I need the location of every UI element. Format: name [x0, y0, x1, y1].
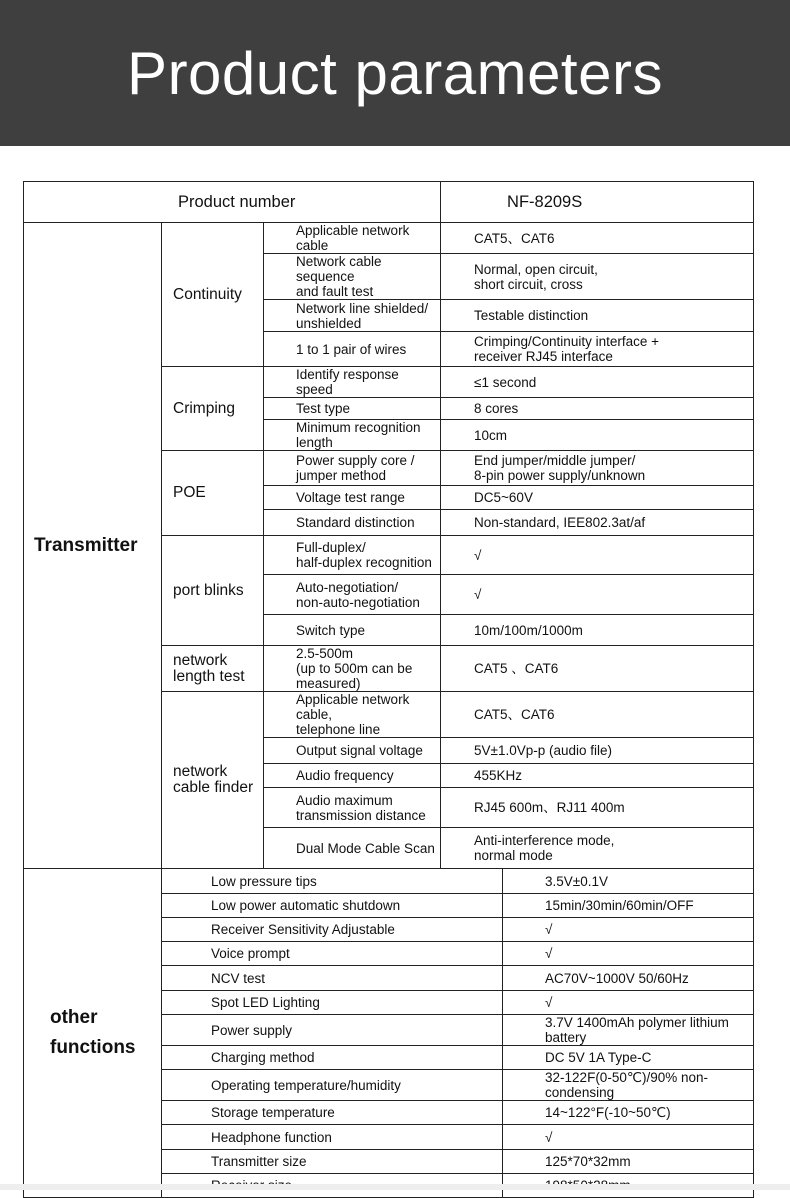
- parameter-name: Network line shielded/ unshielded: [264, 300, 441, 332]
- spec-row: [24, 223, 754, 254]
- parameter-name: Full-duplex/ half-duplex recognition: [264, 536, 441, 575]
- parameter-value: 14~122°F(-10~50℃): [503, 1101, 754, 1125]
- parameter-value: Testable distinction: [441, 300, 754, 332]
- parameter-value: √: [503, 991, 754, 1015]
- parameter-name: Receiver Sensitivity Adjustable: [162, 918, 503, 942]
- parameter-value: Crimping/Continuity interface + receiver RJ45 interface: [441, 332, 754, 367]
- parameter-name: Transmitter size: [162, 1150, 503, 1174]
- subgroup-label: Crimping: [162, 367, 264, 451]
- parameter-name: Power supply: [162, 1015, 503, 1046]
- parameter-name: Spot LED Lighting: [162, 991, 503, 1015]
- parameter-name: Output signal voltage: [264, 738, 441, 764]
- product-number-value: NF-8209S: [441, 182, 754, 223]
- parameter-value: 15min/30min/60min/OFF: [503, 894, 754, 918]
- spec-row: [24, 869, 754, 894]
- parameter-value: √: [503, 918, 754, 942]
- parameter-name: Low power automatic shutdown: [162, 894, 503, 918]
- parameter-value: ≤1 second: [441, 367, 754, 398]
- section-label-transmitter: Transmitter: [24, 223, 162, 869]
- parameter-value: Anti-interference mode, normal mode: [441, 828, 754, 869]
- parameter-value: CAT5、CAT6: [441, 692, 754, 738]
- parameter-name: Switch type: [264, 615, 441, 646]
- parameter-name: Applicable network cable, telephone line: [264, 692, 441, 738]
- parameter-value: 5V±1.0Vp-p (audio file): [441, 738, 754, 764]
- parameter-name: Voice prompt: [162, 942, 503, 966]
- parameter-name: Audio maximum transmission distance: [264, 788, 441, 828]
- parameter-name: Power supply core / jumper method: [264, 451, 441, 486]
- page-title: Product parameters: [127, 39, 663, 107]
- parameter-value: CAT5 、CAT6: [441, 646, 754, 692]
- parameter-value: Normal, open circuit, short circuit, cross: [441, 254, 754, 300]
- parameter-name: 1 to 1 pair of wires: [264, 332, 441, 367]
- parameter-value: 125*70*32mm: [503, 1150, 754, 1174]
- parameter-name: Network cable sequence and fault test: [264, 254, 441, 300]
- parameter-name: Charging method: [162, 1046, 503, 1070]
- parameter-value: √: [441, 536, 754, 575]
- parameter-name: Minimum recognition length: [264, 420, 441, 451]
- parameter-name: Identify response speed: [264, 367, 441, 398]
- parameter-name: Headphone function: [162, 1125, 503, 1150]
- parameter-value: 8 cores: [441, 398, 754, 420]
- parameter-value: √: [503, 1125, 754, 1150]
- parameter-value: √: [503, 942, 754, 966]
- parameter-name: Storage temperature: [162, 1101, 503, 1125]
- product-number-label: Product number: [24, 182, 441, 223]
- parameter-value: End jumper/middle jumper/ 8-pin power supply/unknown: [441, 451, 754, 486]
- subgroup-label: Continuity: [162, 223, 264, 367]
- parameter-value: √: [441, 575, 754, 615]
- parameter-name: Dual Mode Cable Scan: [264, 828, 441, 869]
- parameter-value: Non-standard, IEE802.3at/af: [441, 510, 754, 536]
- parameter-name: Low pressure tips: [162, 869, 503, 894]
- parameter-value: DC5~60V: [441, 486, 754, 510]
- subgroup-label: port blinks: [162, 536, 264, 646]
- subgroup-label: POE: [162, 451, 264, 536]
- parameter-name: 2.5-500m (up to 500m can be measured): [264, 646, 441, 692]
- parameter-value: 3.5V±0.1V: [503, 869, 754, 894]
- spec-table: [23, 181, 754, 1198]
- section-label-other-functions: other functions: [24, 869, 162, 1198]
- parameter-name: Audio frequency: [264, 764, 441, 788]
- parameter-value: CAT5、CAT6: [441, 223, 754, 254]
- parameter-name: Operating temperature/humidity: [162, 1070, 503, 1101]
- bottom-divider: [0, 1184, 790, 1190]
- parameter-value: 10m/100m/1000m: [441, 615, 754, 646]
- parameter-value: 32-122F(0-50℃)/90% non-condensing: [503, 1070, 754, 1101]
- parameter-value: RJ45 600m、RJ11 400m: [441, 788, 754, 828]
- parameter-value: 455KHz: [441, 764, 754, 788]
- title-banner: [0, 0, 790, 146]
- product-number-row: [24, 182, 754, 223]
- parameter-name: Auto-negotiation/ non-auto-negotiation: [264, 575, 441, 615]
- parameter-name: Voltage test range: [264, 486, 441, 510]
- parameter-name: Test type: [264, 398, 441, 420]
- parameter-name: NCV test: [162, 966, 503, 991]
- subgroup-label: network length test: [162, 646, 264, 692]
- parameter-value: AC70V~1000V 50/60Hz: [503, 966, 754, 991]
- subgroup-label: network cable finder: [162, 692, 264, 869]
- parameter-value: 10cm: [441, 420, 754, 451]
- parameter-name: Applicable network cable: [264, 223, 441, 254]
- parameter-value: 3.7V 1400mAh polymer lithium battery: [503, 1015, 754, 1046]
- parameter-name: Standard distinction: [264, 510, 441, 536]
- parameter-value: DC 5V 1A Type-C: [503, 1046, 754, 1070]
